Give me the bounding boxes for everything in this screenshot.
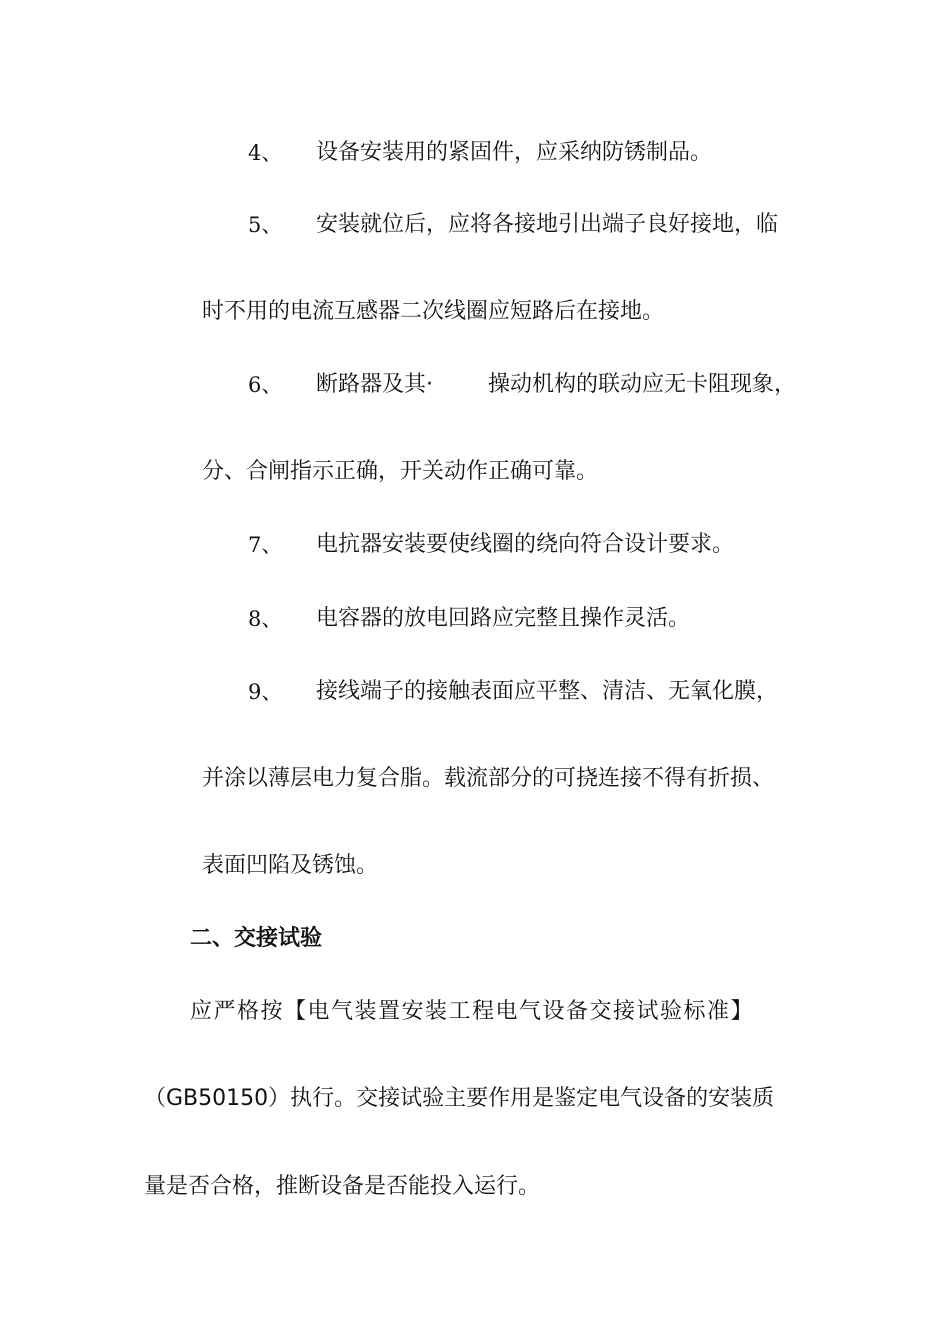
- item-7-number: 7、: [248, 533, 283, 557]
- item-6-continuation: 分、合闸指示正确，开关动作正确可靠。: [202, 459, 599, 484]
- section-heading: 二、交接试验: [190, 926, 323, 951]
- item-6-text-b: 操动机构的联动应无卡阻现象，: [488, 372, 797, 397]
- item-4-number: 4、: [248, 141, 283, 165]
- item-9-text: 接线端子的接触表面应平整、清洁、无氧化膜，: [316, 679, 779, 704]
- item-6-text-a: 断路器及其·: [316, 372, 433, 397]
- paragraph-line-3: 量是否合格，推断设备是否能投入运行。: [144, 1174, 541, 1199]
- item-6-number: 6、: [248, 373, 283, 397]
- paragraph-line-1: 应严格按【电气装置安装工程电气设备交接试验标准】: [190, 999, 755, 1024]
- item-9-continuation-2: 表面凹陷及锈蚀。: [202, 853, 379, 878]
- item-5-text: 安装就位后，应将各接地引出端子良好接地，临: [316, 212, 779, 237]
- item-9-continuation: 并涂以薄层电力复合脂。载流部分的可挠连接不得有折损、: [202, 766, 775, 791]
- item-5-continuation: 时不用的电流互感器二次线圈应短路后在接地。: [202, 299, 665, 324]
- paragraph-line-2: （GB50150）执行。交接试验主要作用是鉴定电气设备的安装质: [144, 1086, 775, 1111]
- item-5-number: 5、: [248, 213, 283, 237]
- item-9-number: 9、: [248, 680, 283, 704]
- item-7-text: 电抗器安装要使线圈的绕向符合设计要求。: [316, 532, 735, 557]
- item-8-number: 8、: [248, 607, 283, 631]
- item-4-text: 设备安装用的紧固件，应采纳防锈制品。: [316, 140, 713, 165]
- item-8-text: 电容器的放电回路应完整且操作灵活。: [316, 606, 691, 631]
